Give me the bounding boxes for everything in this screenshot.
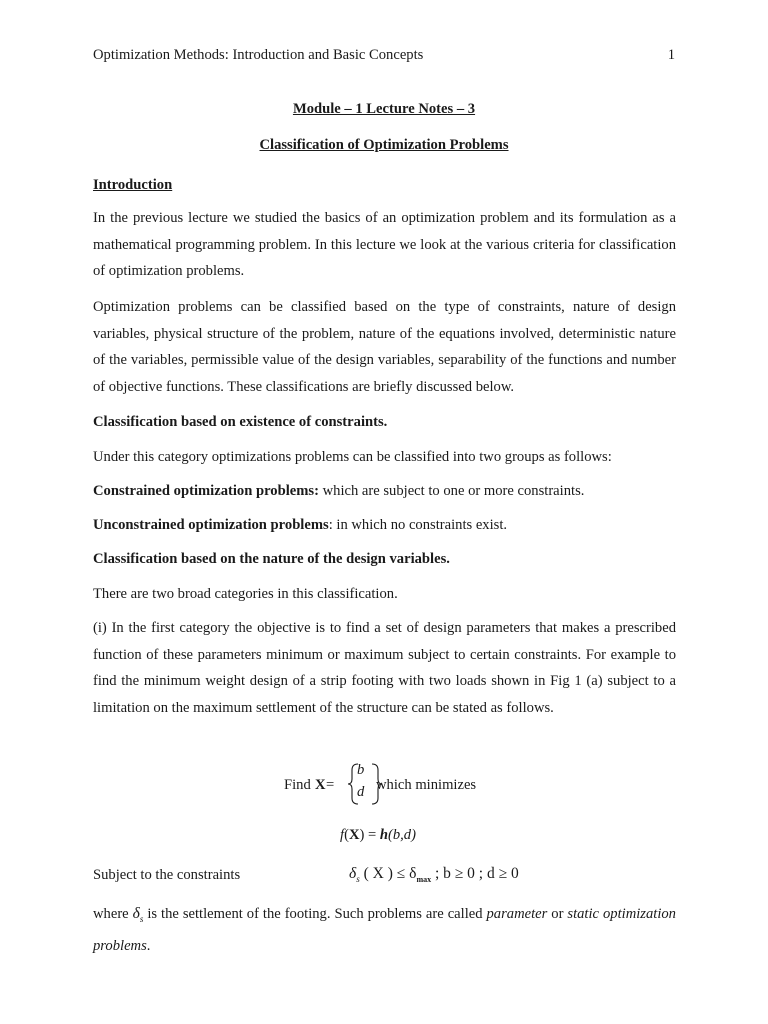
eq-f: f [340,827,345,843]
eq-d-variable: d [357,784,365,800]
running-header [93,47,675,64]
eq-sub-s: s [356,874,360,885]
design-vars-heading: Classification based on the nature of the design variables. [93,551,450,567]
eq-paren-open: ( [344,827,349,843]
closing-period: . [146,937,151,954]
eq-which-minimizes: which minimizes [376,777,477,793]
subject-to-label: Subject to the constraints [93,867,241,883]
constrained-definition [93,483,584,500]
page-number: 1 [667,47,675,63]
eq-x-vector: X [315,777,326,793]
unconstrained-text: : in which no constraints exist. [328,517,508,533]
intro-paragraph-1: In the previous lecture we studied the basics of an optimization problem and its formulation as a mathematical programming problem. In this lecture we look at the various criteria for classification of optimization problems. [93,210,676,280]
closing-text: is the settlement of the footing. Such problems are called [143,906,487,922]
eq-find-label: Find [284,777,311,793]
intro-paragraph-2: Optimization problems can be classified based on the type of constraints, nature of design variables, physical structure of the problem, nature of the equations involved, deterministic nature of the variables, permissible value of the design variables, separability of the functions and number of objective functions. These classifications are briefly discussed below. [93,299,676,395]
closing-term-static: static optimization problems [93,906,676,954]
eq-h-args: (b,d) [388,827,416,843]
design-vars-intro: There are two broad categories in this classification. [93,586,398,602]
constraints-heading: Classification based on existence of constraints. [93,414,388,430]
eq-constraint-mid: ( X ) ≤ δ [359,865,417,882]
equation-constraint [349,865,519,884]
eq-paren-close: ) = [359,827,380,843]
eq-sub-max: max [416,875,432,885]
closing-or: or [547,906,568,922]
intro-heading: Introduction [93,177,173,193]
closing-where: where [93,906,133,922]
eq-x-arg: X [348,827,360,843]
unconstrained-definition [93,517,507,534]
eq-constraint-end: ; b ≥ 0 ; d ≥ 0 [431,865,519,882]
constrained-text: which are subject to one or more constraints. [318,483,585,499]
closing-delta: δ [132,905,140,922]
design-vars-paragraph: (i) In the first category the objective is to find a set of design parameters that makes a prescribed function of these parameters minimum or maximum subject to certain constraints. For example to find the minimum weight design of a strip footing with two loads shown in Fig 1 (a) subject to a limitation on the maximum settlement of the structure can be stated as follows. [93,620,676,716]
closing-term-parameter: parameter [486,906,548,922]
module-title: Module – 1 Lecture Notes – 3 [292,101,476,117]
header-title: Optimization Methods: Introduction and Basic Concepts [93,47,424,63]
equation-objective [340,827,416,844]
eq-h: h [379,827,388,843]
lecture-title: Classification of Optimization Problems [259,137,509,153]
unconstrained-label: Unconstrained optimization problems [93,517,329,533]
eq-b-variable: b [357,762,365,778]
constraints-intro: Under this category optimizations problems can be classified into two groups as follows: [93,449,612,465]
eq-delta: δ [349,865,357,882]
closing-sub-s: s [139,913,144,924]
eq-equals: = [326,777,335,793]
constrained-label: Constrained optimization problems: [93,483,319,499]
closing-paragraph [93,901,676,959]
